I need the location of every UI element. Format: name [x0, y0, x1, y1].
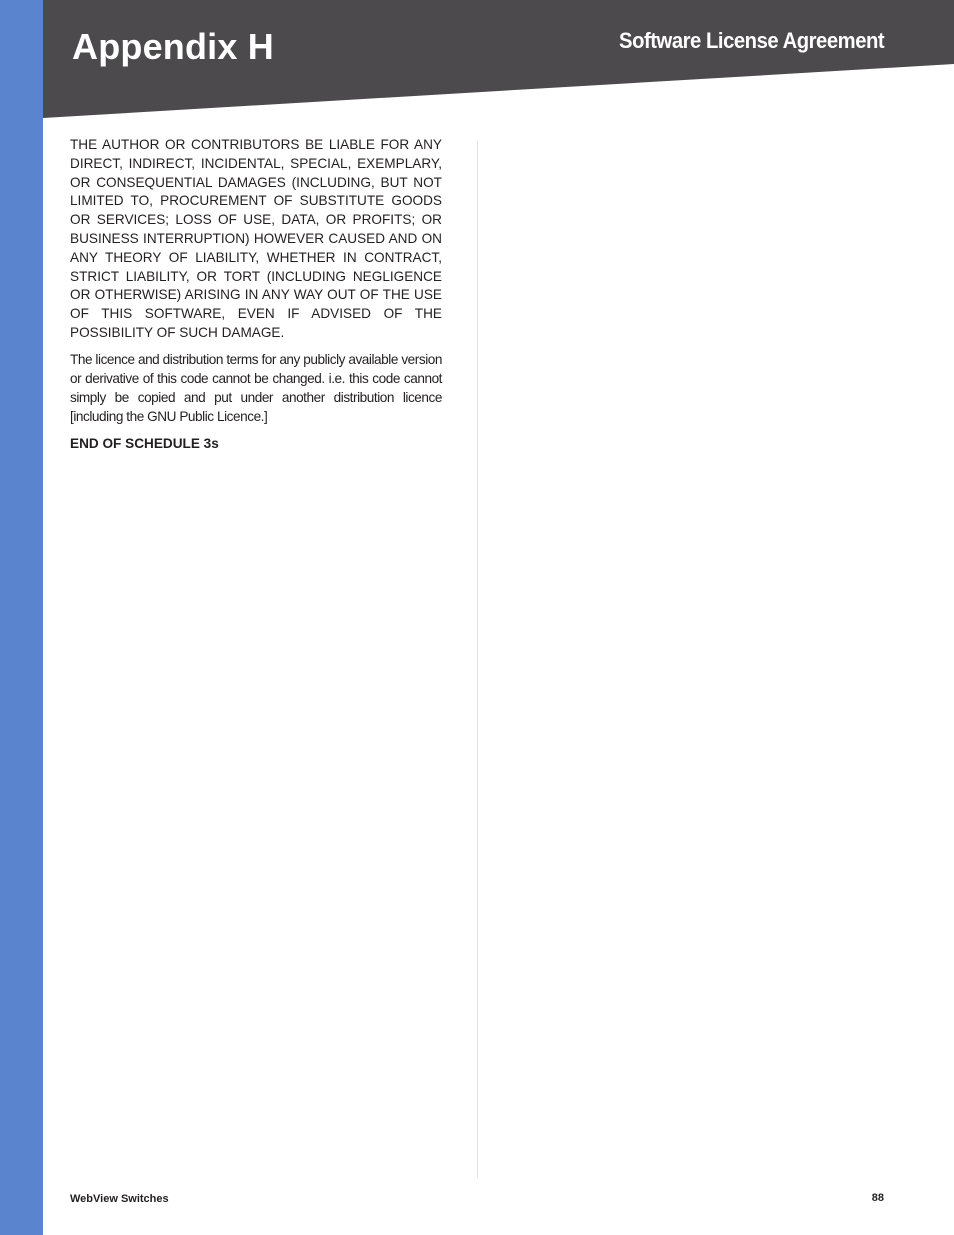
section-title: Software License Agreement — [618, 28, 884, 53]
text-column-left — [70, 136, 442, 462]
footer-product-name: WebView Switches — [70, 1193, 169, 1205]
footer-page-number: 88 — [871, 1192, 884, 1204]
side-accent-bar — [0, 0, 43, 1235]
paragraph-disclaimer: THE AUTHOR OR CONTRIBUTORS BE LIABLE FOR ANY DIRECT, INDIRECT, INCIDENTAL, SPECIAL, EXEMPLARY, OR CONSEQUENTIAL DAMAGES (INCLUDING, BUT NOT LIMITED TO, PROCUREMENT OF SUBSTITUTE GOODS OR SERVICES; LOSS OF USE, DATA, OR PROFITS; OR BUSINESS INTERRUPTION) HOWEVER CAUSED AND ON ANY THEORY OF LIABILITY, WHETHER IN CONTRACT, STRICT LIABILITY, OR TORT (INCLUDING NEGLIGENCE OR OTHERWISE) ARISING IN ANY WAY OUT OF THE USE OF THIS SOFTWARE, EVEN IF ADVISED OF THE POSSIBILITY OF SUCH DAMAGE. — [70, 137, 442, 340]
end-of-schedule-heading: END OF SCHEDULE 3s — [70, 435, 219, 451]
paragraph-licence-terms: The licence and distribution terms for any publicly available version or derivative of this code cannot be changed. i.e. this code cannot simply be copied and put under another distribution licence [including the GNU Public Licence.] — [70, 352, 442, 424]
page-title: Appendix H — [72, 26, 275, 67]
column-divider — [477, 141, 478, 1178]
